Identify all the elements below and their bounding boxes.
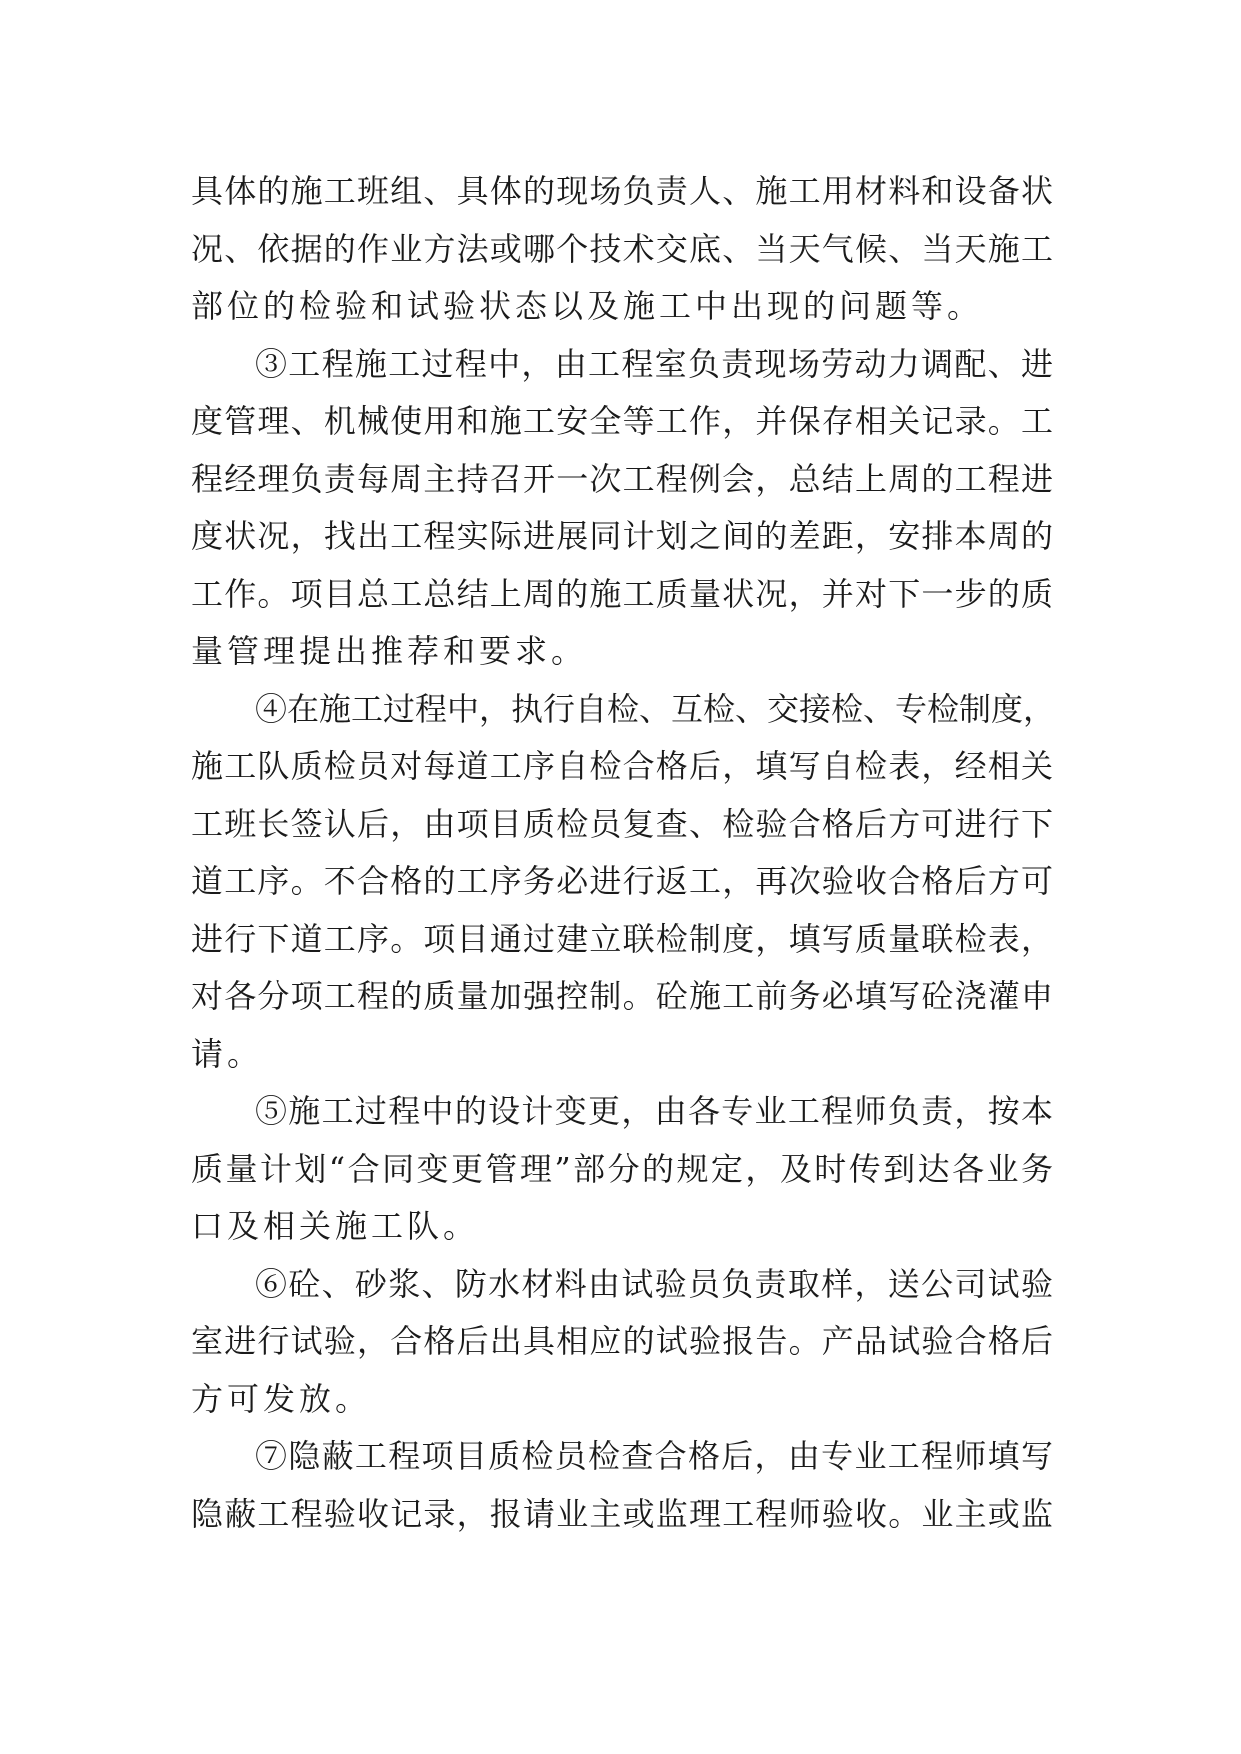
text-line: 请。 [191, 1034, 264, 1073]
text-line: 部位的检验和试验状态以及施工中出现的问题等。 [191, 287, 984, 325]
paragraph-1 [191, 163, 1053, 336]
text-line: 质量计划“合同变更管理”部分的规定，及时传到达各业务 [191, 1149, 1053, 1188]
text-line: 口及相关施工队。 [191, 1207, 480, 1245]
text-line: ⑥砼、砂浆、防水材料由试验员负责取样，送公司试验 [255, 1264, 1053, 1303]
text-line: 况、依据的作业方法或哪个技术交底、当天气候、当天施工 [191, 229, 1053, 268]
text-line: 量管理提出推荐和要求。 [191, 632, 588, 670]
text-line: 进行下道工序。项目通过建立联检制度，填写质量联检表， [191, 919, 1053, 958]
text-line: 具体的施工班组、具体的现场负责人、施工用材料和设备状 [191, 172, 1053, 210]
text-line: 对各分项工程的质量加强控制。砼施工前务必填写砼浇灌申 [191, 977, 1053, 1015]
text-line: 道工序。不合格的工序务必进行返工，再次验收合格后方可 [191, 862, 1053, 900]
paragraph-2 [191, 336, 1053, 681]
text-line: 程经理负责每周主持召开一次工程例会，总结上周的工程进 [191, 459, 1053, 498]
text-line: 方可发放。 [191, 1379, 372, 1418]
text-line: 室进行试验，合格后出具相应的试验报告。产品试验合格后 [191, 1322, 1053, 1360]
paragraph-4 [191, 1083, 1053, 1256]
text-line: ⑤施工过程中的设计变更，由各专业工程师负责，按本 [255, 1092, 1053, 1130]
text-line: ⑦隐蔽工程项目质检员检查合格后，由专业工程师填写 [255, 1437, 1053, 1475]
text-line: ④在施工过程中，执行自检、互检、交接检、专检制度， [255, 689, 1056, 728]
paragraph-3 [191, 681, 1056, 1084]
text-line: ③工程施工过程中，由工程室负责现场劳动力调配、进 [255, 344, 1053, 383]
text-line: 度管理、机械使用和施工安全等工作，并保存相关记录。工 [191, 402, 1053, 440]
text-line: 工作。项目总工总结上周的施工质量状况，并对下一步的质 [191, 574, 1053, 613]
body-text [191, 163, 1056, 1543]
text-line: 工班长签认后，由项目质检员复查、检验合格后方可进行下 [191, 804, 1053, 843]
text-line: 施工队质检员对每道工序自检合格后，填写自检表，经相关 [191, 747, 1053, 785]
text-line: 隐蔽工程验收记录，报请业主或监理工程师验收。业主或监 [191, 1494, 1053, 1533]
paragraph-6 [191, 1428, 1053, 1543]
text-line: 度状况，找出工程实际进展同计划之间的差距，安排本周的 [191, 517, 1053, 555]
paragraph-5 [191, 1256, 1053, 1429]
